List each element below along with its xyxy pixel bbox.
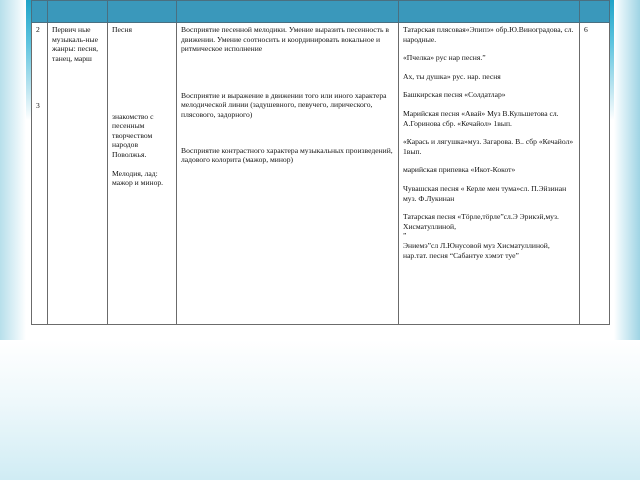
- topic-title: Песня: [112, 25, 132, 34]
- header-cell: [399, 1, 580, 23]
- header-cell: [108, 1, 177, 23]
- repertoire-item: Башкирская песня «Солдатлар»: [403, 90, 506, 100]
- repertoire-item: Ах, ты душка» рус. нар. песня: [403, 71, 501, 81]
- topic-description: знакомство с песенным творчеством народов Поволжья.: [112, 111, 154, 159]
- repertoire-item: ”: [403, 231, 407, 241]
- row-number: 2: [36, 25, 40, 34]
- header-cell: [177, 1, 399, 23]
- activity-text: Восприятие песенной мелодики. Умение выразить песенность в движении. Умение соотносить и координировать вокальное и ритмическое исполнение: [181, 25, 389, 54]
- repertoire-item: Татарская песня «Тӧрле,тӧрле”сл.Э Эрикэй,муз. Хисматуллиной,: [403, 212, 559, 231]
- activities-cell: [177, 23, 399, 325]
- topic-cell: [108, 23, 177, 325]
- hours-cell: [580, 23, 610, 325]
- row-subnumber: 3: [36, 100, 40, 110]
- activity-text: Восприятие и выражение в движении того или иного характера мелодической линии (задушевного, певучего, лирического, плясового, задорного): [181, 90, 387, 119]
- genre-cell: [48, 23, 108, 325]
- topic-extra: Мелодия, лад: мажор и минор.: [112, 168, 164, 188]
- row-number-cell: [32, 23, 48, 325]
- repertoire-item: Чувашская песня « Керле мен тума»сл. П.Эйзинан муз. Ф.Лукинан: [403, 183, 567, 203]
- genre-text: Первич ные музыкаль-ные жанры: песня, танец, марш: [52, 25, 99, 63]
- repertoire-item: «Карась и лягушка»муз. Загарова. В.. сбр «Кечайол» 1вып.: [403, 137, 574, 156]
- header-cell: [32, 1, 48, 23]
- header-cell: [48, 1, 108, 23]
- hours-value: 6: [584, 25, 588, 34]
- repertoire-item: нар.тат. песня “Сабантуе хэмэт туе”: [403, 250, 519, 260]
- repertoire-item: марийская припевка «Икот-Кокот»: [403, 165, 516, 175]
- activity-text: Восприятие контрастного характера музыкальных произведений, ладового колорита (мажор, минор): [181, 145, 393, 165]
- repertoire-item: Марийская песня «Авай» Муз В.Кульшетова сл. А.Горинова сбр. «Кечайол» 1вып.: [403, 108, 559, 128]
- repertoire-item: «Пчелка» рус нар песня.”: [403, 53, 486, 63]
- repertoire-item: Татарская плясовая«Эпипэ» обр.Ю.Виноградова, сл. народные.: [403, 25, 574, 44]
- table-row: [32, 23, 610, 325]
- slide-background-bottom: [0, 340, 640, 480]
- header-cell: [580, 1, 610, 23]
- repertoire-cell: [399, 23, 580, 325]
- table-header-row: [32, 1, 610, 23]
- lesson-plan-table: [31, 0, 610, 325]
- repertoire-item: Эниемэ”сл Л.Юнусовой муз Хисматуллиной,: [403, 240, 550, 250]
